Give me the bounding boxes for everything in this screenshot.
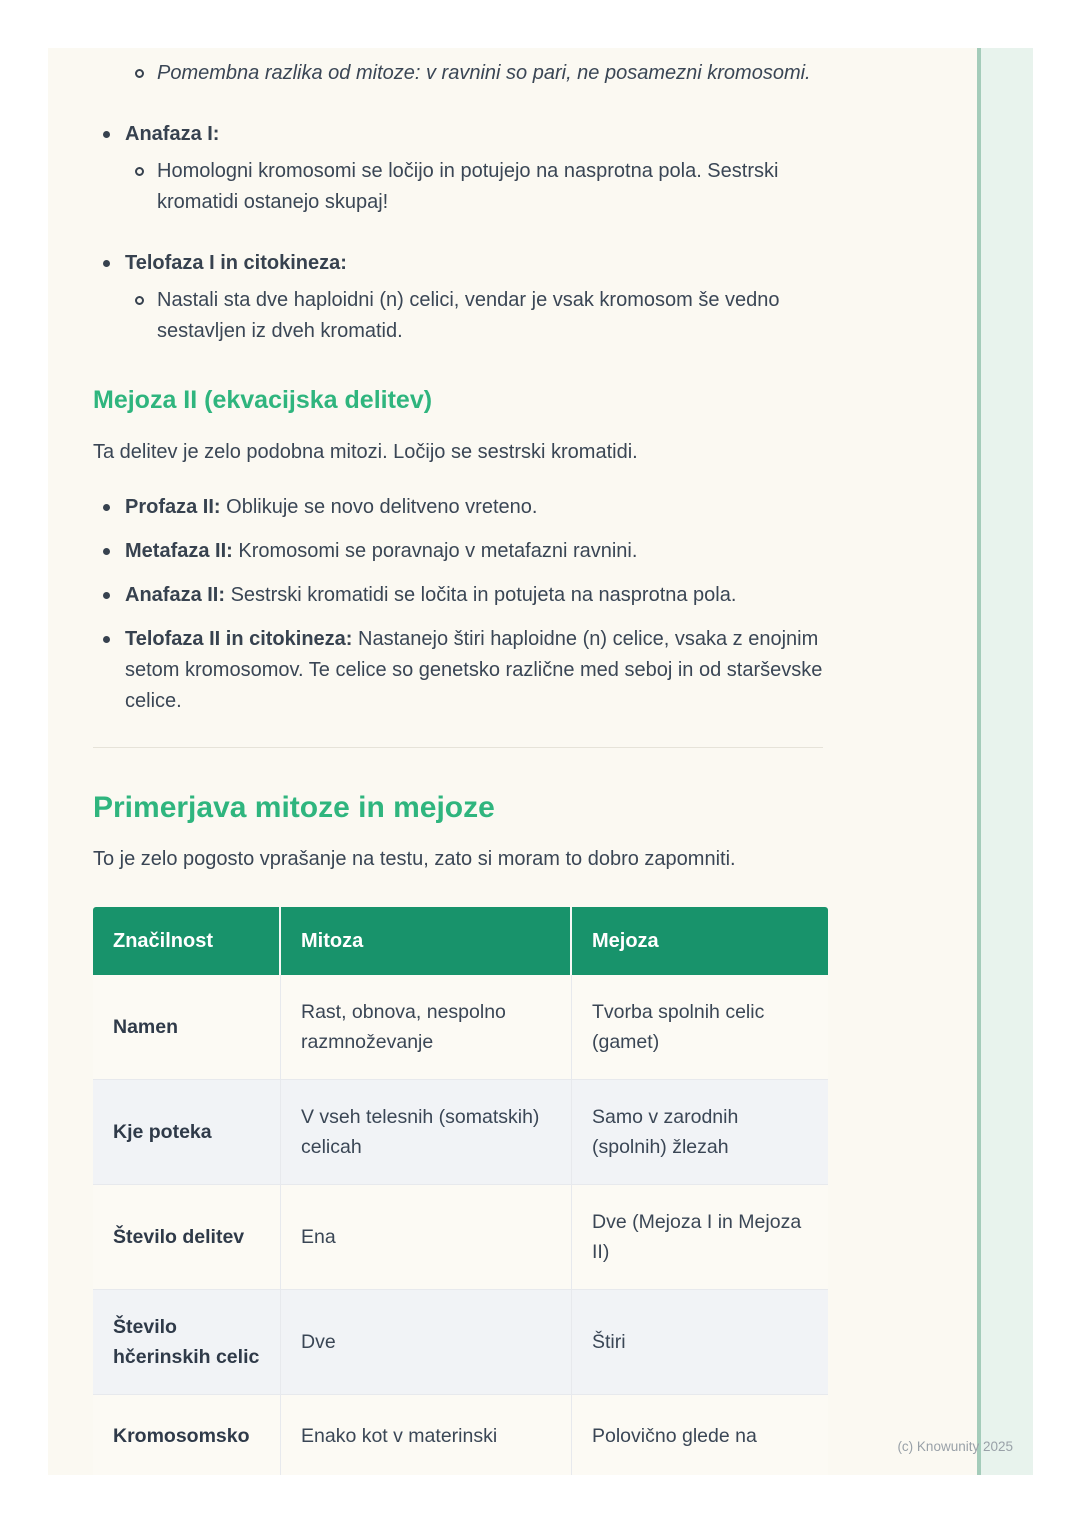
metafaza-2-label: Metafaza II: xyxy=(125,540,233,562)
primerjava-intro: To je zelo pogosto vprašanje na testu, zato si moram to dobro zapomniti. xyxy=(93,848,736,870)
list-item-metafaza-2 xyxy=(93,536,823,567)
list-item-anafaza-1 xyxy=(93,119,823,150)
telofaza-2-label: Telofaza II in citokineza: xyxy=(125,628,353,650)
table-cell-feature: Kromosomsko xyxy=(93,1395,281,1475)
table-cell-mitoza: Rast, obnova, nespolno razmnoževanje xyxy=(281,975,572,1080)
profaza-2-text: Oblikuje se novo delitveno vreteno. xyxy=(220,496,538,518)
profaza-2-label: Profaza II: xyxy=(125,496,221,518)
section-divider xyxy=(93,747,823,748)
telofaza-1-label: Telofaza I in citokineza: xyxy=(125,252,347,274)
list-item-metafaza-note xyxy=(93,58,823,89)
table-cell-feature: Število hčerinskih celic xyxy=(93,1290,281,1395)
table-cell-mejoza: Štiri xyxy=(572,1290,828,1395)
telofaza-2-text: Nastanejo štiri haploidne (n) celice, vsaka z enojnim setom kromosomov. Te celice so genetsko različne med seboj in od starševske celice. xyxy=(125,628,823,712)
metafaza-2-text: Kromosomi se poravnajo v metafazni ravnini. xyxy=(232,540,638,562)
anafaza-2-text: Sestrski kromatidi se ločita in potujeta na nasprotna pola. xyxy=(225,584,737,606)
list-item-telofaza-1-note xyxy=(93,285,823,347)
list-item-telofaza-2 xyxy=(93,624,823,717)
list-item-anafaza-2 xyxy=(93,580,823,611)
list-item-profaza-2 xyxy=(93,492,823,523)
list-item-anafaza-1-note xyxy=(93,156,823,218)
table-cell-mitoza: Enako kot v materinski xyxy=(281,1395,572,1475)
table-header-mitoza: Mitoza xyxy=(281,907,572,975)
document-page xyxy=(48,48,1033,1475)
section-heading-primerjava: Primerjava mitoze in mejoze xyxy=(93,791,495,824)
page-accent-strip xyxy=(977,48,1033,1475)
table-cell-mejoza: Dve (Mejoza I in Mejoza II) xyxy=(572,1185,828,1290)
table-cell-mejoza: Tvorba spolnih celic (gamet) xyxy=(572,975,828,1080)
table-header-znacilnost: Značilnost xyxy=(93,907,281,975)
table-cell-mitoza: V vseh telesnih (somatskih) celicah xyxy=(281,1080,572,1185)
table-cell-mitoza: Dve xyxy=(281,1290,572,1395)
table-cell-mitoza: Ena xyxy=(281,1185,572,1290)
table-cell-mejoza: Polovično glede na xyxy=(572,1395,828,1475)
table-header-mejoza: Mejoza xyxy=(572,907,828,975)
table-cell-feature: Namen xyxy=(93,975,281,1080)
mejoza-2-intro: Ta delitev je zelo podobna mitozi. Ločijo se sestrski kromatidi. xyxy=(93,441,638,463)
anafaza-1-label: Anafaza I: xyxy=(125,123,220,145)
list-item-telofaza-1 xyxy=(93,248,823,279)
page-content xyxy=(93,48,823,1475)
copyright-watermark: (c) Knowunity 2025 xyxy=(897,1439,1013,1454)
comparison-table xyxy=(93,907,828,1475)
telofaza-1-note-text: Nastali sta dve haploidni (n) celici, vendar je vsak kromosom še vedno sestavljen iz dveh kromatid. xyxy=(157,289,780,342)
section-heading-mejoza-2: Mejoza II (ekvacijska delitev) xyxy=(93,386,433,414)
table-cell-feature: Število delitev xyxy=(93,1185,281,1290)
table-cell-feature: Kje poteka xyxy=(93,1080,281,1185)
mejoza-2-list xyxy=(93,492,823,717)
anafaza-1-note-text: Homologni kromosomi se ločijo in potujejo na nasprotna pola. Sestrski kromatidi ostanejo skupaj! xyxy=(157,160,779,213)
metafaza-note-text: Pomembna razlika od mitoze: v ravnini so pari, ne posamezni kromosomi. xyxy=(157,62,811,84)
anafaza-2-label: Anafaza II: xyxy=(125,584,226,606)
table-cell-mejoza: Samo v zarodnih (spolnih) žlezah xyxy=(572,1080,828,1185)
